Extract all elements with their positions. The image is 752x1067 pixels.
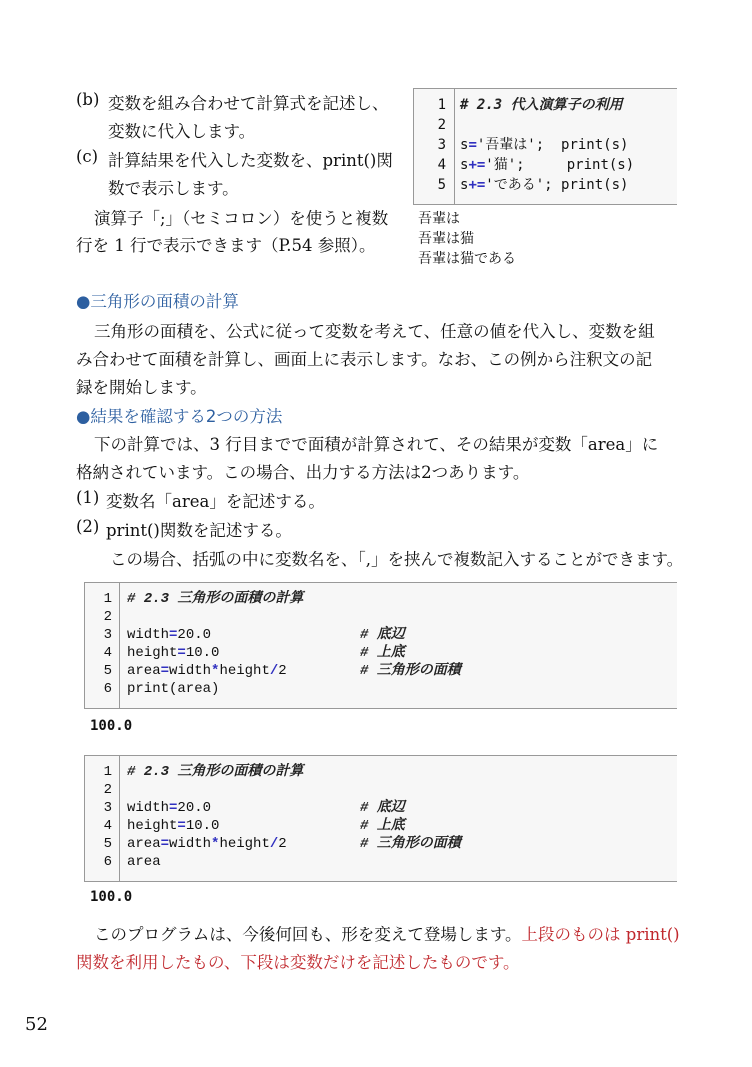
code-block-print xyxy=(84,582,677,709)
code-text: width xyxy=(127,627,170,643)
item-c-text: 計算結果を代入した変数を、print()関 xyxy=(108,151,393,170)
code-text: area xyxy=(127,854,161,870)
code-text: 1 xyxy=(103,764,112,780)
line-number: 4 xyxy=(437,157,446,173)
item-b-label: (b) xyxy=(76,90,100,109)
code-text xyxy=(127,834,287,854)
code-text: * xyxy=(211,663,220,679)
code-text: 2 xyxy=(278,836,287,852)
code-comment: # 2.3 代入演算子の利用 xyxy=(460,97,623,113)
code-text: # 底辺 xyxy=(360,627,405,643)
code-text xyxy=(127,625,211,645)
code-text: height xyxy=(127,818,178,834)
code-text: * xyxy=(211,836,220,852)
code-text: 20.0 xyxy=(177,800,212,816)
code-text: 'である'; print(s) xyxy=(485,177,629,193)
code-block-variable xyxy=(84,755,677,882)
code-output xyxy=(418,209,516,269)
code-text: 上段のものは print() xyxy=(521,925,680,944)
code-text: 5 xyxy=(103,663,112,679)
code-comment: # 2.3 三角形の面積の計算 xyxy=(127,591,304,607)
code-text: s xyxy=(460,137,469,153)
code-output: 100.0 xyxy=(90,889,133,905)
code-text: = xyxy=(160,836,170,852)
code-text xyxy=(127,661,287,681)
code-text: # 三角形の面積 xyxy=(360,663,461,679)
paragraph-line: 三角形の面積を、公式に従って変数を考えて、任意の値を代入し、変数を組 xyxy=(94,322,655,341)
code-text: height xyxy=(219,836,270,852)
code-text xyxy=(127,798,211,818)
code-text: # 底辺 xyxy=(360,800,405,816)
code-text: = xyxy=(169,627,178,643)
note-text: この場合、括弧の中に変数名を、「,」を挟んで複数記入することができます。 xyxy=(110,550,684,569)
code-text: 吾輩は xyxy=(418,211,460,227)
paragraph-line: 録を開始します。 xyxy=(76,378,207,397)
semicolon-text: 演算子「;」（セミコロン）を使うと複数 xyxy=(94,209,389,228)
code-text: += xyxy=(468,177,486,193)
semicolon-text-2: 行を 1 行で表示できます（P.54 参照）。 xyxy=(76,236,376,255)
code-text: 20.0 xyxy=(177,627,212,643)
code-text: 6 xyxy=(103,854,112,870)
paragraph-line: 格納されています。この場合、出力する方法は2つあります。 xyxy=(76,463,530,482)
closing-paragraph xyxy=(94,921,680,945)
code-text: = xyxy=(160,663,170,679)
code-text: = xyxy=(177,645,186,661)
line-number: 3 xyxy=(437,137,446,153)
code-text: width xyxy=(169,663,212,679)
code-text xyxy=(127,643,219,663)
line-number: 5 xyxy=(437,177,446,193)
page-number: 52 xyxy=(25,1014,48,1035)
code-block-assignment xyxy=(413,88,677,205)
code-text: 2 xyxy=(103,609,112,625)
code-text: height xyxy=(219,663,270,679)
line-number: 1 xyxy=(437,97,446,113)
code-text: area xyxy=(127,663,161,679)
code-text: 10.0 xyxy=(185,818,220,834)
paragraph-line: み合わせて面積を計算し、画面上に表示します。なお、この例から注釈文の記 xyxy=(76,350,653,369)
line-number: 2 xyxy=(437,117,446,133)
code-text: 吾輩は猫 xyxy=(418,231,474,247)
code-text: = xyxy=(177,818,186,834)
code-text: / xyxy=(269,836,279,852)
code-text: 3 xyxy=(103,627,112,643)
code-comment: # 2.3 三角形の面積の計算 xyxy=(127,764,304,780)
code-text: += xyxy=(468,157,486,173)
code-text: = xyxy=(468,137,477,153)
code-line xyxy=(460,175,628,195)
code-text: width xyxy=(127,800,170,816)
code-text: # 上底 xyxy=(360,645,405,661)
code-text: 吾輩は猫である xyxy=(418,251,516,267)
code-text: width xyxy=(169,836,212,852)
code-text: 6 xyxy=(103,681,112,697)
code-text: 3 xyxy=(103,800,112,816)
code-text: '猫'; print(s) xyxy=(485,157,635,173)
paragraph-line: 下の計算では、3 行目までで面積が計算されて、その結果が変数「area」に xyxy=(94,435,659,454)
item-b-text-2: 変数に代入します。 xyxy=(108,122,256,141)
code-output: 100.0 xyxy=(90,718,133,734)
code-text: 1 xyxy=(103,591,112,607)
list-label: (2) xyxy=(76,517,100,536)
code-text: 5 xyxy=(103,836,112,852)
code-text: s xyxy=(460,157,469,173)
code-line xyxy=(460,155,634,175)
code-text: # 上底 xyxy=(360,818,405,834)
section-heading-two-methods: ●結果を確認する2つの方法 xyxy=(76,407,283,426)
item-c-label: (c) xyxy=(76,147,99,166)
code-text: / xyxy=(269,663,279,679)
list-label: (1) xyxy=(76,488,100,507)
item-b-text: 変数を組み合わせて計算式を記述し、 xyxy=(108,94,389,113)
code-text: このプログラムは、今後何回も、形を変えて登場します。 xyxy=(94,925,522,944)
list-item: print()関数を記述する。 xyxy=(106,521,292,540)
item-c-text-2: 数で表示します。 xyxy=(108,179,239,198)
code-text xyxy=(127,816,219,836)
code-text: 2 xyxy=(278,663,287,679)
code-text: 10.0 xyxy=(185,645,220,661)
list-item: 変数名「area」を記述する。 xyxy=(106,492,325,511)
code-text: s xyxy=(460,177,469,193)
code-line xyxy=(460,135,628,155)
code-text: area xyxy=(127,836,161,852)
closing-paragraph-2: 関数を利用したもの、下段は変数だけを記述したものです。 xyxy=(76,953,520,972)
code-text: # 三角形の面積 xyxy=(360,836,461,852)
code-text: 2 xyxy=(103,782,112,798)
code-text: = xyxy=(169,800,178,816)
code-text: height xyxy=(127,645,178,661)
code-text: 4 xyxy=(103,645,112,661)
code-text: '吾輩は'; print(s) xyxy=(476,137,629,153)
code-text: print(area) xyxy=(127,681,220,697)
section-heading-triangle: ●三角形の面積の計算 xyxy=(76,292,239,311)
code-text: 4 xyxy=(103,818,112,834)
